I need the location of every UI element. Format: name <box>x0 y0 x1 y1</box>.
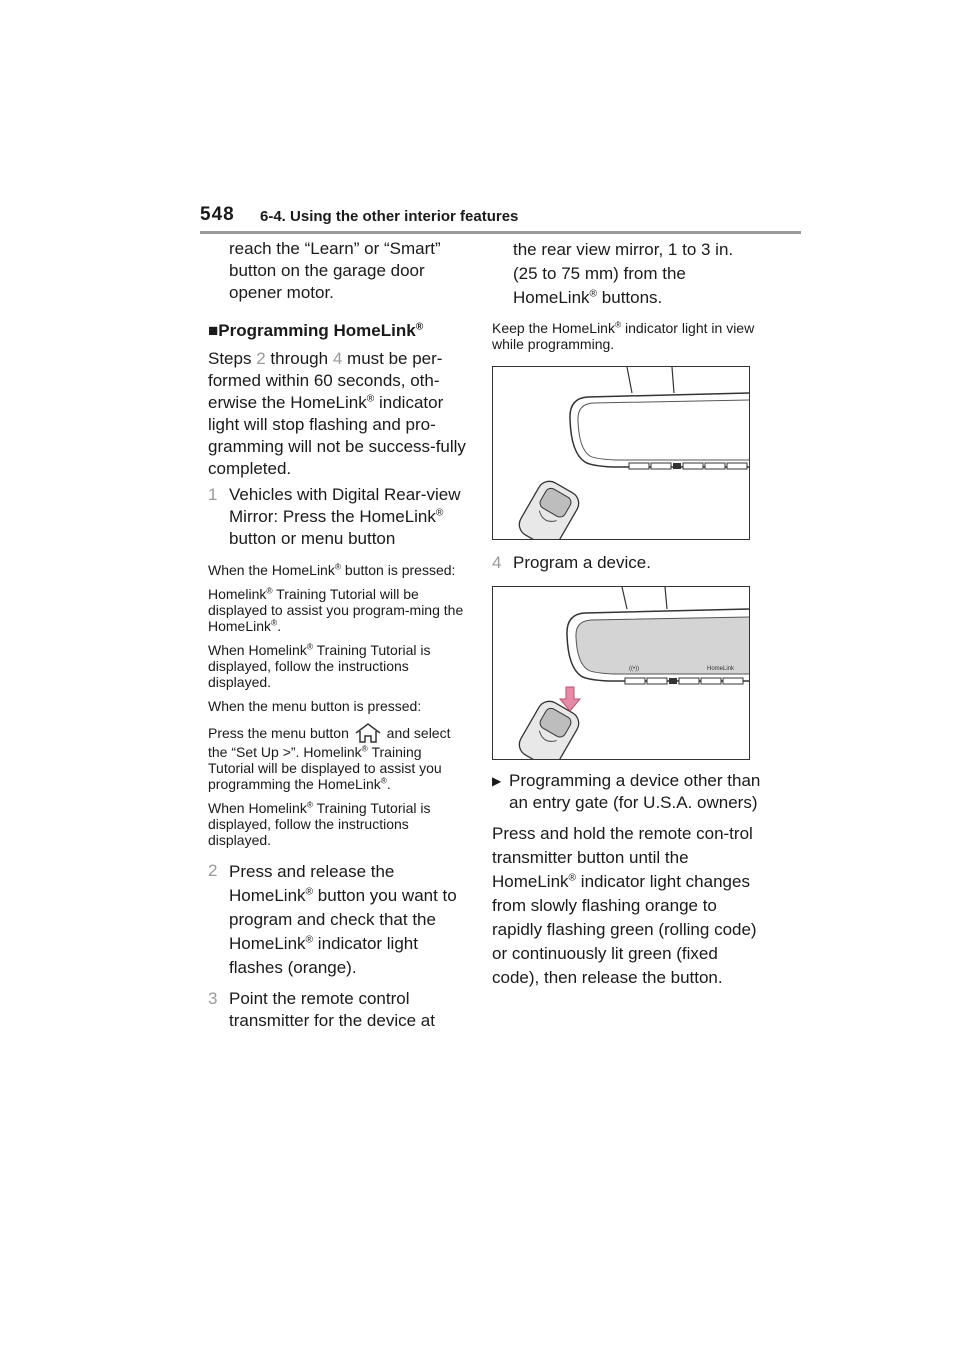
program-instructions: Press and hold the remote con-trol transmitter button until the HomeLink® indicator light changes from slowly flashing orange to rapidly flashing green (rolling code) or continuously lit green (fixed code), then release the button. <box>492 824 757 987</box>
note-keep-visible: Keep the HomeLink® indicator light in view while programming. <box>492 319 755 352</box>
step-2: 2 Press and release the HomeLink® button you want to program and check that the HomeLink® indicator light flashes (orange). <box>208 861 457 977</box>
program-device-illustration <box>493 587 749 759</box>
home-icon <box>353 722 383 744</box>
section-title: 6-4. Using the other interior features <box>260 208 519 225</box>
note-menu-pressed: When the menu button is pressed: <box>208 698 422 714</box>
heading-bullet: ■ <box>208 321 219 340</box>
page-number: 548 <box>200 204 235 225</box>
program-device-figure <box>492 586 750 760</box>
continued-step-3: the rear view mirror, 1 to 3 in. (25 to 75 mm) from the HomeLink® buttons. <box>513 240 734 307</box>
mirror-remote-figure <box>492 366 750 540</box>
note-menu-instructions: Press the menu button and select the “Set Up >”. Homelink® Training Tutorial will be displayed to assist you programming the HomeLink®. <box>208 722 470 792</box>
header-rule <box>200 231 801 234</box>
continued-text: reach the “Learn” or “Smart” button on the garage door opener motor. <box>229 239 441 302</box>
display-homelink-label: HomeLink <box>707 666 735 672</box>
sub-heading: ▶ Programming a device other than an entry gate (for U.S.A. owners) <box>492 771 761 812</box>
note-tutorial: Homelink® Training Tutorial will be displayed to assist you program-ming the HomeLink®. <box>208 585 464 634</box>
homelink-signal-icon: ((•)) <box>629 666 640 672</box>
note-tutorial-displayed-2: When Homelink® Training Tutorial is displayed, follow the instructions displayed. <box>208 799 431 848</box>
note-homelink-pressed: When the HomeLink® button is pressed: <box>208 561 456 578</box>
step-4: 4 Program a device. <box>492 553 651 572</box>
mirror-remote-illustration <box>493 367 749 539</box>
triangle-bullet-icon: ▶ <box>492 774 502 788</box>
intro-paragraph: Steps 2 through 4 must be per-formed within 60 seconds, oth-erwise the HomeLink® indicator light will stop flashing and pro-gramming will not be success-fully completed. <box>208 349 466 478</box>
note-tutorial-displayed: When Homelink® Training Tutorial is displayed, follow the instructions displayed. <box>208 641 431 690</box>
section-heading: ■Programming HomeLink® <box>208 321 424 340</box>
left-column <box>208 238 470 1032</box>
step-1: 1 Vehicles with Digital Rear-view Mirror: Press the HomeLink® button or menu button <box>208 485 461 548</box>
step-3: 3 Point the remote control transmitter for the device at <box>208 989 435 1030</box>
right-column <box>492 238 762 990</box>
